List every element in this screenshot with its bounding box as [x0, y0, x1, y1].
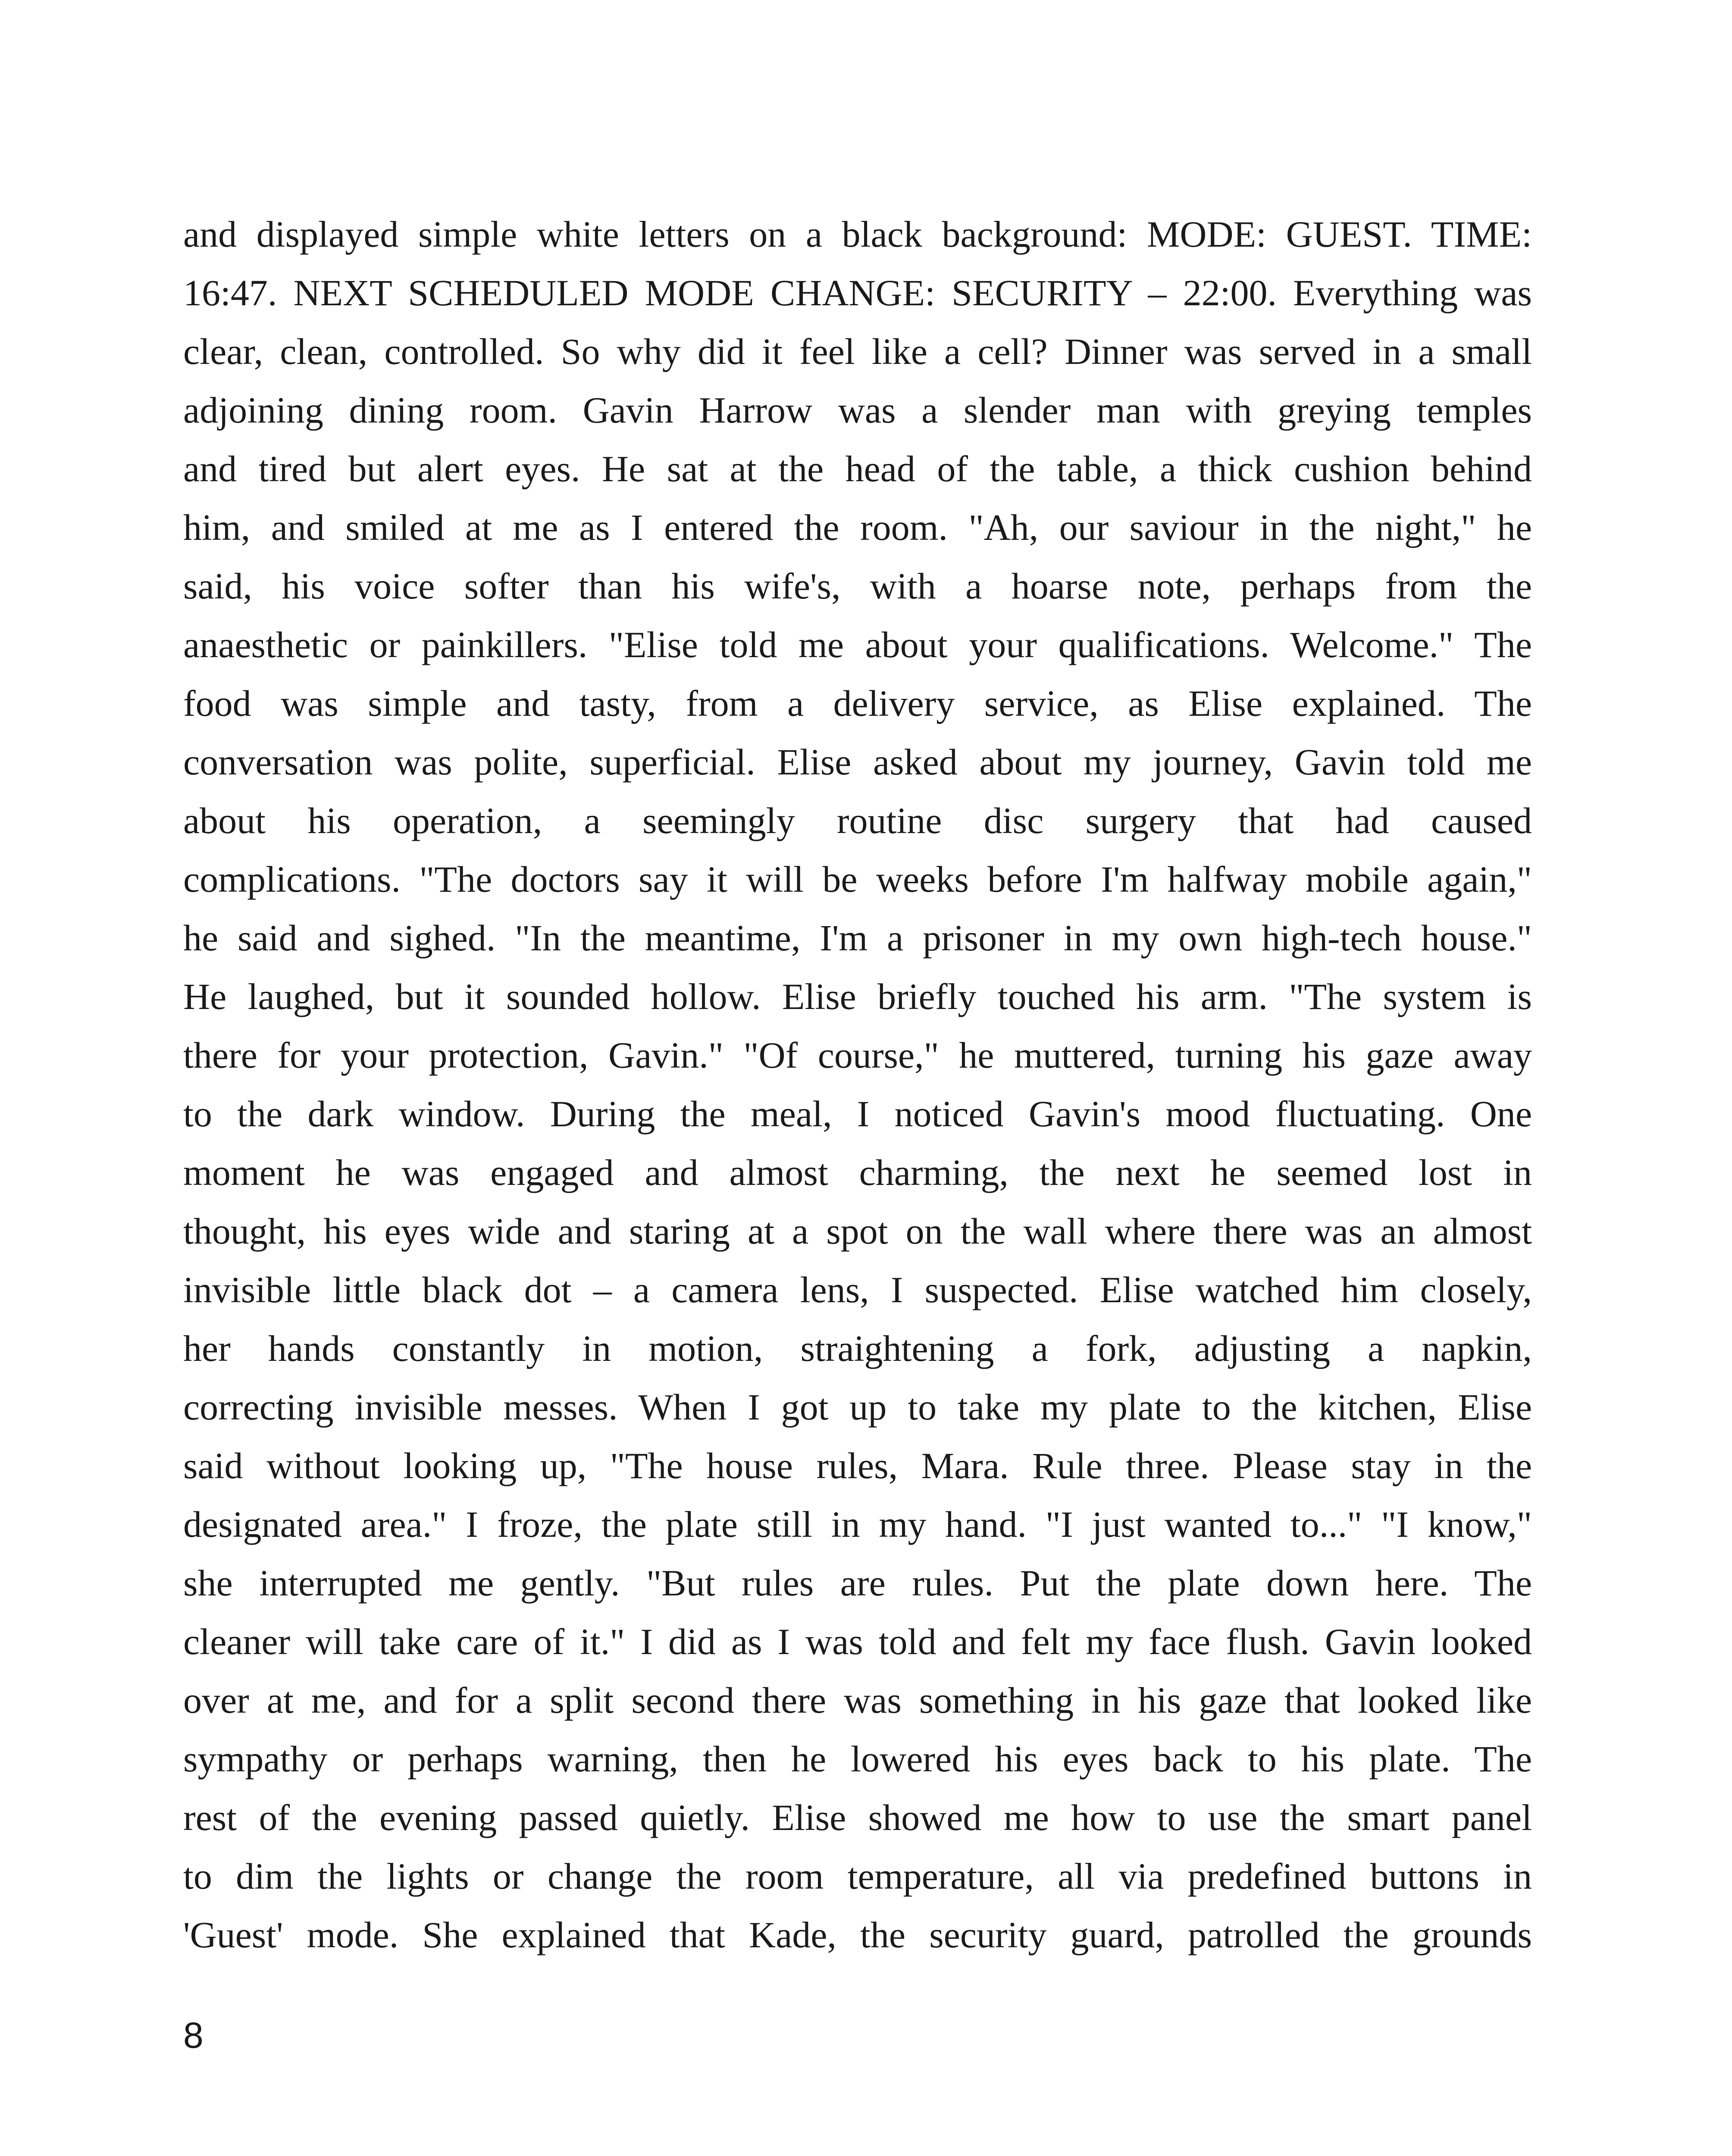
text-line: 'Guest' mode. She explained that Kade, the security guard, patrolled the grounds [183, 1914, 1532, 1955]
text-line: her hands constantly in motion, straightening a fork, adjusting a napkin, [183, 1328, 1532, 1369]
text-line: cleaner will take care of it." I did as I was told and felt my face flush. Gavin looked [183, 1621, 1532, 1662]
text-line: 16:47. NEXT SCHEDULED MODE CHANGE: SECURITY – 22:00. Everything was [183, 272, 1532, 313]
text-line: to dim the lights or change the room temperature, all via predefined buttons in [183, 1855, 1532, 1897]
text-line: to the dark window. During the meal, I noticed Gavin's mood fluctuating. One [183, 1093, 1532, 1134]
text-line: clear, clean, controlled. So why did it feel like a cell? Dinner was served in a small [183, 331, 1532, 372]
text-line: invisible little black dot – a camera lens, I suspected. Elise watched him closely, [183, 1269, 1532, 1310]
text-line: He laughed, but it sounded hollow. Elise briefly touched his arm. "The system is [183, 976, 1532, 1017]
text-line: he said and sighed. "In the meantime, I'm a prisoner in my own high-tech house." [183, 917, 1532, 959]
text-line: him, and smiled at me as I entered the room. "Ah, our saviour in the night," he [183, 507, 1532, 548]
text-line: and tired but alert eyes. He sat at the head of the table, a thick cushion behind [183, 448, 1532, 489]
text-line: and displayed simple white letters on a black background: MODE: GUEST. TIME: [183, 213, 1532, 255]
text-line: about his operation, a seemingly routine disc surgery that had caused [183, 800, 1532, 841]
text-line: food was simple and tasty, from a delivery service, as Elise explained. The [183, 683, 1532, 724]
text-line: said without looking up, "The house rules, Mara. Rule three. Please stay in the [183, 1445, 1532, 1486]
text-line: complications. "The doctors say it will be weeks before I'm halfway mobile again," [183, 859, 1532, 900]
text-line: there for your protection, Gavin." "Of course," he muttered, turning his gaze away [183, 1034, 1532, 1076]
text-line: thought, his eyes wide and staring at a spot on the wall where there was an almost [183, 1210, 1532, 1252]
text-line: rest of the evening passed quietly. Elise showed me how to use the smart panel [183, 1797, 1532, 1838]
text-line: adjoining dining room. Gavin Harrow was a slender man with greying temples [183, 389, 1532, 431]
page-number: 8 [183, 2015, 204, 2056]
text-line: correcting invisible messes. When I got up to take my plate to the kitchen, Elise [183, 1386, 1532, 1428]
text-line: over at me, and for a split second there was something in his gaze that looked like [183, 1680, 1532, 1721]
text-line: moment he was engaged and almost charming, the next he seemed lost in [183, 1152, 1532, 1193]
text-line: she interrupted me gently. "But rules are rules. Put the plate down here. The [183, 1562, 1532, 1604]
text-line: sympathy or perhaps warning, then he lowered his eyes back to his plate. The [183, 1738, 1532, 1780]
text-line: anaesthetic or painkillers. "Elise told me about your qualifications. Welcome." The [183, 624, 1532, 665]
body-text [183, 205, 1532, 1964]
text-line: conversation was polite, superficial. Elise asked about my journey, Gavin told me [183, 741, 1532, 783]
text-line: designated area." I froze, the plate still in my hand. "I just wanted to..." "I know," [183, 1504, 1532, 1545]
text-line: said, his voice softer than his wife's, with a hoarse note, perhaps from the [183, 565, 1532, 607]
